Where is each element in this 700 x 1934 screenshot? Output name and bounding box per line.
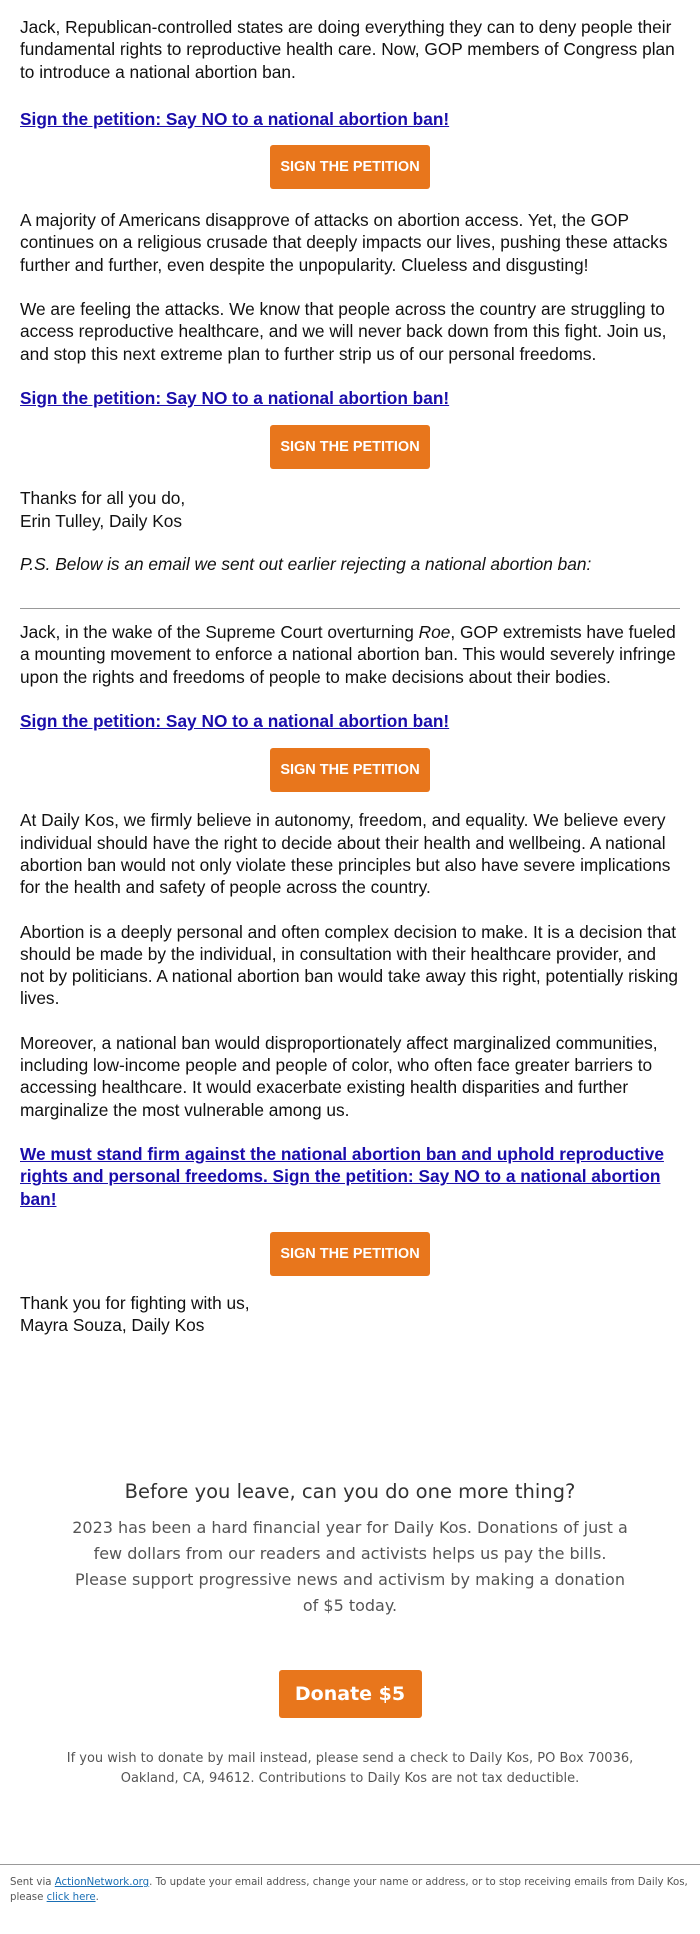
donate-button[interactable]: Donate $5 [279, 1670, 422, 1718]
petition-link-3[interactable]: Sign the petition: Say NO to a national abortion ban! [20, 711, 450, 732]
earlier-paragraph-2: At Daily Kos, we firmly believe in autonomy, freedom, and equality. We believe every individual should have the right to decide about their health and wellbeing. A national abortion ban would not only violate these principles but also have severe implications for the health and safety of people across the country. [20, 810, 671, 898]
earlier-paragraph-3: Abortion is a deeply personal and often complex decision to make. It is a decision that should be made by the individual, in consultation with their healthcare provider, and not by politicians. A national abortion ban would take away this right, potentially risking lives. [20, 921, 679, 1009]
signoff-line-1: Thanks for all you do, [20, 488, 186, 509]
intro-paragraph-1: Jack, Republican-controlled states are doing everything they can to deny people their fundamental rights to reproductive health care. Now, GOP members of Congress plan to introduce a national abortion ban. [20, 17, 675, 82]
click-here-link[interactable]: click here [46, 1892, 96, 1903]
petition-link-2[interactable]: Sign the petition: Say NO to a national abortion ban! [20, 387, 450, 408]
sign-petition-button-4[interactable]: SIGN THE PETITION [270, 1232, 430, 1276]
signoff-line-2: Erin Tulley, Daily Kos [20, 510, 182, 531]
petition-link-4[interactable]: We must stand firm against the national abortion ban and uphold reproductive rights and personal freedoms. Sign the petition: Say NO to a national abortion ban! [20, 1143, 664, 1209]
donation-appeal [0, 1480, 700, 1789]
mail-donation-note: If you wish to donate by mail instead, please send a check to Daily Kos, PO Box 70036, Oakland, CA, 94612. Contributions to Daily Kos are not tax deductible. [66, 1751, 634, 1786]
sign-petition-button-2[interactable]: SIGN THE PETITION [270, 425, 430, 469]
appeal-body: 2023 has been a hard financial year for Daily Kos. Donations of just a few dollars from our readers and activists helps us pay the bills. Please support progressive news and activism by making a donation of $5 today. [72, 1518, 628, 1615]
sign-petition-button-3[interactable]: SIGN THE PETITION [270, 748, 430, 792]
intro-paragraph-2: A majority of Americans disapprove of attacks on abortion access. Yet, the GOP continues on a religious crusade that deeply impacts our lives, pushing these attacks further and further, even despite the unpopularity. Clueless and disgusting! [20, 210, 668, 275]
petition-link-1[interactable]: Sign the petition: Say NO to a national abortion ban! [20, 108, 450, 129]
action-network-link[interactable]: ActionNetwork.org [54, 1877, 150, 1888]
earlier-paragraph-4: Moreover, a national ban would disproportionately affect marginalized communities, including low-income people and people of color, who often face greater barriers to accessing healthcare. It would exacerbate existing health disparities and further marginalize the most vulnerable among us. [20, 1032, 658, 1120]
footer [0, 1864, 700, 1905]
email-body [20, 0, 680, 1336]
earlier-paragraph-1: Jack, in the wake of the Supreme Court overturning Roe, GOP extremists have fueled a mounting movement to enforce a national abortion ban. This would severely infringe upon the rights and freedoms of people to make decisions about their bodies. [20, 622, 676, 687]
ps-note: P.S. Below is an email we sent out earlier rejecting a national abortion ban: [20, 553, 592, 574]
intro-paragraph-3: We are feeling the attacks. We know that people across the country are struggling to access reproductive healthcare, and we will never back down from this fight. Join us, and stop this next extreme plan to further strip us of our personal freedoms. [20, 299, 667, 364]
footer-text: Sent via ActionNetwork.org. To update your email address, change your name or address, or to stop receiving emails from Daily Kos, please click here. [10, 1877, 688, 1903]
appeal-title: Before you leave, can you do one more thing? [124, 1480, 576, 1503]
signoff-line-4: Mayra Souza, Daily Kos [20, 1315, 205, 1336]
signoff-line-3: Thank you for fighting with us, [20, 1292, 250, 1313]
sign-petition-button-1[interactable]: SIGN THE PETITION [270, 145, 430, 189]
